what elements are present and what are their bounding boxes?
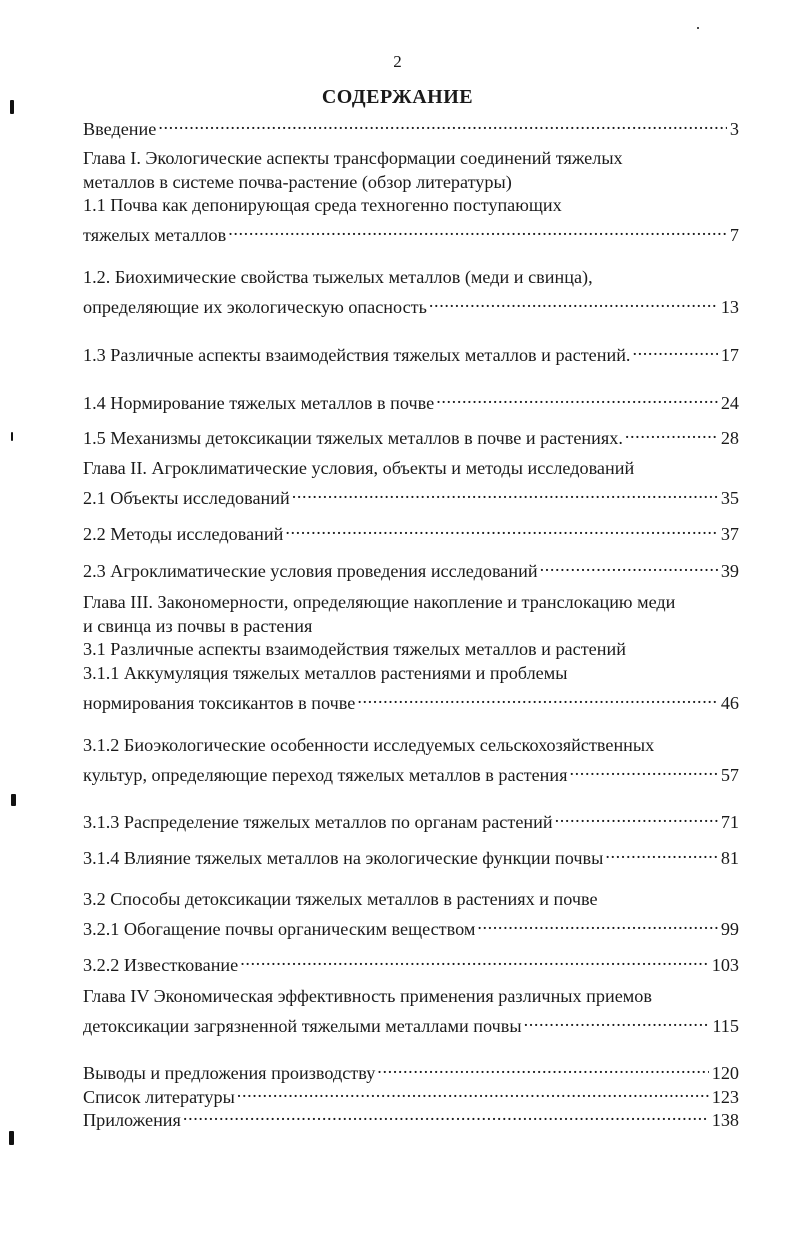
toc-entry-title: определяющие их экологическую опасность [83,297,427,317]
toc-entry-page: 138 [711,1110,739,1130]
dot-leader [555,804,718,828]
toc-entry-title: 3.1.3 Распределение тяжелых металлов по органам растений [83,812,553,832]
chapter-heading: Глава III. Закономерности, определяющие накопление и транслокацию меди [83,592,676,612]
toc-entry-title: Список литературы [83,1087,235,1107]
toc-entry-page: 99 [720,919,739,939]
dot-leader [285,516,717,540]
toc-entry-title: 1.5 Механизмы детоксикации тяжелых металлов в почве и растениях. [83,428,623,448]
dot-leader [632,337,717,361]
scan-speck [697,27,699,29]
toc-entry-chapter-4[interactable] [83,1008,739,1036]
toc-entry-page: 17 [720,345,739,365]
toc-entry-page: 81 [720,848,739,868]
toc-entry-title: детоксикации загрязненной тяжелыми металлами почвы [83,1016,522,1036]
toc-entry-title: Выводы и предложения производству [83,1063,376,1083]
scan-speck [11,432,13,441]
scan-speck [10,100,14,114]
toc-entry-page: 3 [729,119,739,139]
toc-entry-title: 1.3 Различные аспекты взаимодействия тяжелых металлов и растений. [83,345,631,365]
dot-leader [377,1055,708,1079]
toc-entry-page: 57 [720,765,739,785]
dot-leader [477,911,717,935]
section-heading: 3.1 Различные аспекты взаимодействия тяжелых металлов и растений [83,639,626,659]
toc-entry-page: 120 [711,1063,739,1083]
dot-leader [570,757,718,781]
toc-entry-page: 123 [711,1087,739,1107]
toc-entry-3-2-1[interactable] [83,911,739,939]
toc-entry-page: 35 [720,488,739,508]
chapter-heading: металлов в системе почва-растение (обзор литературы) [83,172,512,192]
toc-entry-title: 2.3 Агроклиматические условия проведения исследований [83,561,538,581]
dot-leader [158,111,727,135]
dot-leader [228,217,727,241]
toc-entry-3-1-1[interactable] [83,685,739,713]
toc-entry-page: 24 [720,393,739,413]
toc-entry-page: 39 [720,561,739,581]
toc-entry-2-3[interactable] [83,553,739,581]
chapter-heading: Глава I. Экологические аспекты трансформации соединений тяжелых [83,148,623,168]
toc-entry-1-4[interactable] [83,385,739,413]
toc-entry-1-1[interactable] [83,217,739,245]
dot-leader [292,480,718,504]
dot-leader [524,1008,710,1032]
toc-entry-intro[interactable] [83,111,739,139]
toc-entry-title: 3.2.2 Известкование [83,955,239,975]
toc-entry-3-1-3[interactable] [83,804,739,832]
toc-entry-title: 2.1 Объекты исследований [83,488,290,508]
toc-entry-line: 1.1 Почва как депонирующая среда техногенно поступающих [83,195,562,215]
toc-entry-1-3[interactable] [83,337,739,365]
toc-entry-line: 1.2. Биохимические свойства тыжелых металлов (меди и свинца), [83,267,593,287]
dot-leader [183,1102,709,1126]
toc-entry-title: культур, определяющие переход тяжелых металлов в растения [83,765,568,785]
scan-speck [9,1131,14,1145]
toc-entry-page: 7 [729,225,739,245]
chapter-heading: Глава II. Агроклиматические условия, объекты и методы исследований [83,458,635,478]
toc-entry-conclusions[interactable] [83,1055,739,1083]
toc-entry-3-2-2[interactable] [83,947,739,975]
toc-entry-1-5[interactable] [83,420,739,448]
toc-entry-page: 71 [720,812,739,832]
dot-leader [625,420,718,444]
toc-entry-title: 2.2 Методы исследований [83,524,284,544]
toc-entry-1-2[interactable] [83,289,739,317]
toc-entry-page: 115 [712,1016,739,1036]
toc-entry-title: тяжелых металлов [83,225,227,245]
section-heading: 3.2 Способы детоксикации тяжелых металлов в растениях и почве [83,889,598,909]
toc-entry-page: 13 [720,297,739,317]
toc-entry-title: Введение [83,119,157,139]
dot-leader [357,685,717,709]
dot-leader [429,289,718,313]
toc-entry-title: Приложения [83,1110,181,1130]
toc-entry-2-1[interactable] [83,480,739,508]
chapter-heading: и свинца из почвы в растения [83,616,313,636]
toc-entry-line: 3.1.1 Аккумуляция тяжелых металлов растениями и проблемы [83,663,568,683]
toc-entry-appendix[interactable] [83,1102,739,1130]
dot-leader [605,840,717,864]
toc-entry-references[interactable] [83,1079,739,1107]
dot-leader [540,553,718,577]
dot-leader [237,1079,709,1103]
page-number: 2 [393,52,402,71]
toc-entry-page: 103 [711,955,739,975]
toc-entry-line: 3.1.2 Биоэкологические особенности исследуемых сельскохозяйственных [83,735,655,755]
toc-entry-2-2[interactable] [83,516,739,544]
toc-entry-page: 46 [720,693,739,713]
page-title: СОДЕРЖАНИЕ [321,86,474,108]
toc-entry-title: нормирования токсикантов в почве [83,693,356,713]
toc-entry-title: 3.2.1 Обогащение почвы органическим веществом [83,919,476,939]
toc-entry-3-1-4[interactable] [83,840,739,868]
toc-entry-3-1-2[interactable] [83,757,739,785]
toc-entry-page: 28 [720,428,739,448]
toc-entry-title: 1.4 Нормирование тяжелых металлов в почве [83,393,435,413]
chapter-heading: Глава IV Экономическая эффективность применения различных приемов [83,986,652,1006]
toc-entry-title: 3.1.4 Влияние тяжелых металлов на экологические функции почвы [83,848,604,868]
toc-entry-page: 37 [720,524,739,544]
dot-leader [240,947,708,971]
dot-leader [436,385,718,409]
scan-speck [11,794,16,806]
